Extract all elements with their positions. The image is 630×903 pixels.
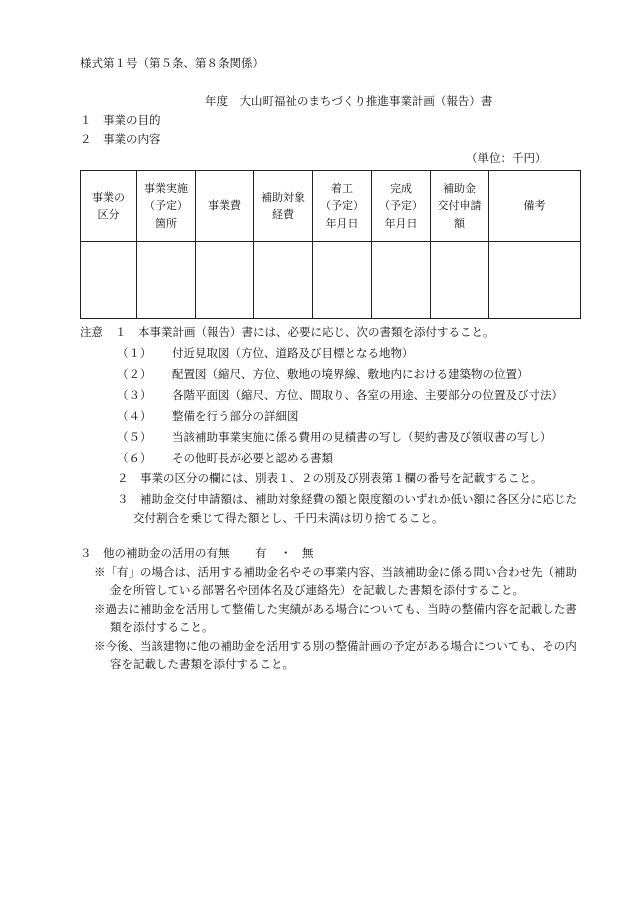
cell-category[interactable] — [81, 242, 137, 319]
remark-3-line-1: ※今後、当該建物に他の補助金を活用する別の整備計画の予定がある場合についても、その内 — [94, 639, 577, 653]
list-item-number: （２） — [117, 367, 152, 381]
document-title: 年度 大山町福祉のまちづくり推進事業計画（報告）書 — [205, 94, 493, 108]
cell-completion-date[interactable] — [372, 242, 431, 319]
header-project-cost: 事業費 — [196, 171, 254, 242]
remark-2-line-2: 類を添付すること。 — [110, 620, 214, 634]
header-project-category: 事業の 区分 — [81, 171, 137, 242]
cell-eligible-cost[interactable] — [254, 242, 313, 319]
header-completion-date: 完成 （予定） 年月日 — [372, 171, 431, 242]
table-header-row — [81, 171, 581, 242]
option-separator: ・ — [280, 546, 292, 560]
notes-label: 注意 — [80, 325, 103, 339]
remark-2-line-1: ※過去に補助金を活用して整備した実績がある場合についても、当時の整備内容を記載した書 — [94, 602, 577, 616]
note-2: ２ 事業の区分の欄には、別表１、２の別及び別表第１欄の番号を記載すること。 — [117, 471, 543, 485]
section-purpose: １ 事業の目的 — [80, 113, 161, 127]
cell-remarks[interactable] — [489, 242, 581, 319]
list-item: 整備を行う部分の詳細図 — [172, 409, 299, 423]
header-subsidy-amount: 補助金 交付申請 額 — [431, 171, 489, 242]
remark-3-line-2: 容を記載した書類を添付すること。 — [110, 657, 294, 671]
list-item: 各階平面図（縮尺、方位、間取り、各室の用途、主要部分の位置及び寸法） — [172, 388, 563, 402]
list-item-number: （３） — [117, 388, 152, 402]
cell-subsidy-amount[interactable] — [431, 242, 489, 319]
unit-label: （単位：千円） — [466, 151, 547, 165]
list-item: 付近見取図（方位、道路及び目標となる地物） — [172, 346, 414, 360]
note-1: １ 本事業計画（報告）書には、必要に応じ、次の書類を添付すること。 — [115, 325, 495, 339]
note-3-line-2: 交付割合を乗じて得た額とし、千円未満は切り捨てること。 — [133, 511, 444, 525]
note-3-line-1: ３ 補助金交付申請額は、補助対象経費の額と限度額のいずれか低い額に各区分に応じた — [117, 492, 577, 506]
table-row — [81, 242, 581, 319]
list-item: 当該補助事業実施に係る費用の見積書の写し（契約書及び領収書の写し） — [172, 430, 552, 444]
list-item: 配置図（縮尺、方位、敷地の境界線、敷地内における建築物の位置） — [172, 367, 529, 381]
option-yes[interactable]: 有 — [255, 546, 267, 560]
cell-start-date[interactable] — [313, 242, 372, 319]
option-no[interactable]: 無 — [302, 546, 314, 560]
cell-cost[interactable] — [196, 242, 254, 319]
header-eligible-cost: 補助対象 経費 — [254, 171, 313, 242]
list-item-number: （１） — [117, 346, 152, 360]
header-project-location: 事業実施 （予定） 箇所 — [137, 171, 196, 242]
list-item-number: （４） — [117, 409, 152, 423]
section-other-subsidy: ３ 他の補助金の活用の有無 — [80, 546, 230, 560]
cell-location[interactable] — [137, 242, 196, 319]
list-item-number: （５） — [117, 430, 152, 444]
list-item-number: （６） — [117, 451, 152, 465]
remark-1-line-1: ※「有」の場合は、活用する補助金名やその事業内容、当該補助金に係る問い合わせ先（補助 — [94, 565, 577, 579]
section-content: ２ 事業の内容 — [80, 132, 161, 146]
header-start-date: 着工 （予定） 年月日 — [313, 171, 372, 242]
project-table — [80, 170, 581, 319]
remark-1-line-2: 金を所管している部署名や団体名及び連絡先）を記載した書類を添付すること。 — [110, 583, 524, 597]
form-number: 様式第１号（第５条、第８条関係） — [80, 56, 264, 70]
header-remarks: 備考 — [489, 171, 581, 242]
list-item: その他町長が必要と認める書類 — [172, 451, 333, 465]
